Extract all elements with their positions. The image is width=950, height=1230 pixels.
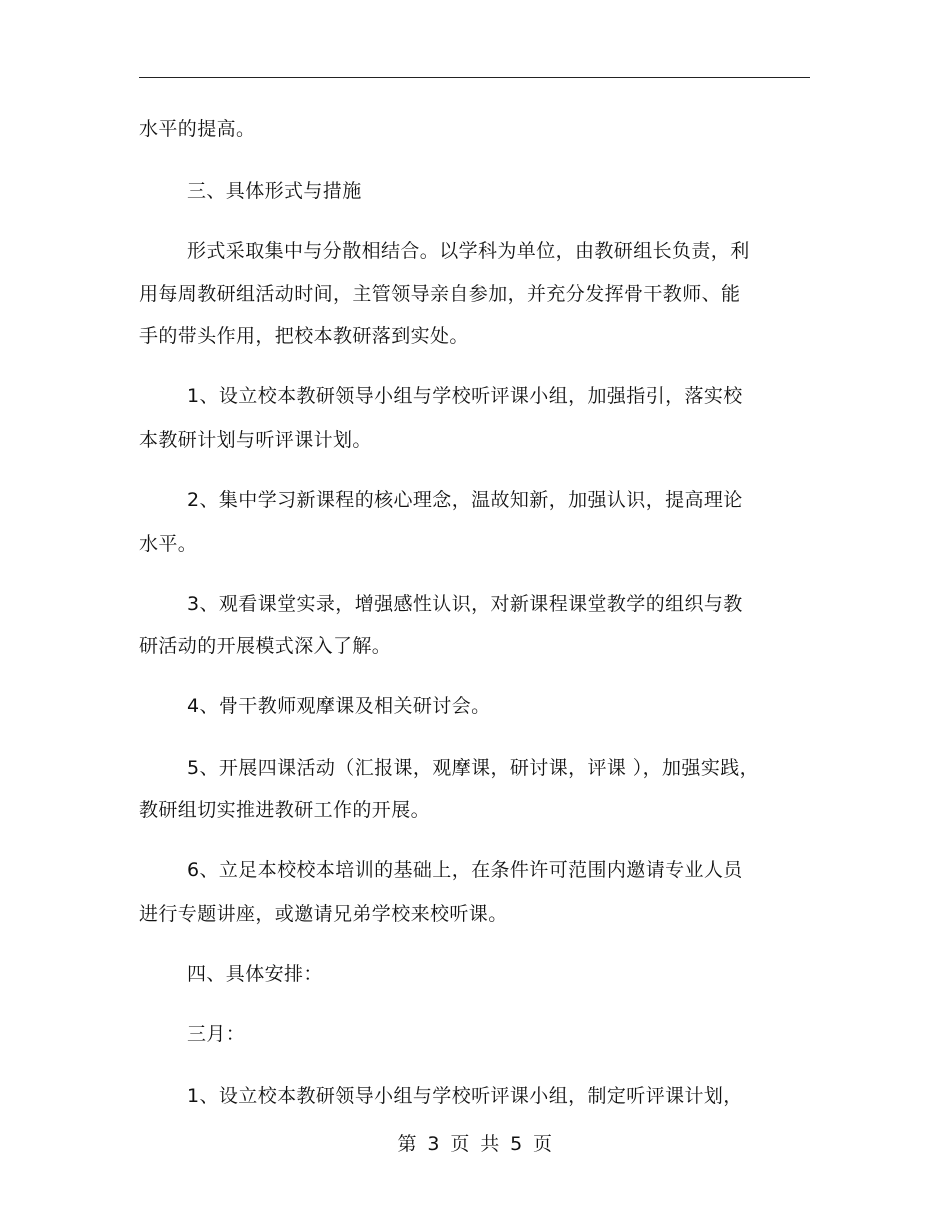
text-line: 6、立足本校校本培训的基础上，在条件许可范围内邀请专业人员	[187, 859, 743, 881]
text-line: 教研组切实推进教研工作的开展。	[139, 799, 431, 821]
text-line: 水平。	[139, 533, 198, 555]
text-line: 用每周教研组活动时间，主管领导亲自参加，并充分发挥骨干教师、能	[139, 283, 741, 305]
footer-total-word: 共	[480, 1133, 500, 1155]
section-heading: 三、具体形式与措施	[187, 180, 362, 202]
text-line: 1、设立校本教研领导小组与学校听评课小组，制定听评课计划，	[187, 1085, 743, 1107]
text-line: 手的带头作用，把校本教研落到实处。	[139, 325, 469, 347]
text-line: 水平的提高。	[139, 118, 256, 140]
current-page-number: 3	[427, 1133, 440, 1155]
sub-heading: 三月：	[187, 1023, 246, 1045]
section-heading: 四、具体安排：	[187, 963, 323, 985]
text-line: 形式采取集中与分散相结合。以学科为单位，由教研组长负责，利	[187, 240, 750, 262]
text-line: 2、集中学习新课程的核心理念，温故知新，加强认识，提高理论	[187, 489, 743, 511]
footer-prefix: 第	[397, 1133, 417, 1155]
text-line: 1、设立校本教研领导小组与学校听评课小组，加强指引，落实校	[187, 385, 743, 407]
text-line: 3、观看课堂实录，增强感性认识，对新课程课堂教学的组织与教	[187, 593, 743, 615]
text-line: 进行专题讲座，或邀请兄弟学校来校听课。	[139, 903, 508, 925]
text-line: 4、骨干教师观摩课及相关研讨会。	[187, 695, 491, 717]
text-line: 本教研计划与听评课计划。	[139, 429, 372, 451]
total-page-number: 5	[510, 1133, 523, 1155]
footer-suffix: 页	[533, 1133, 553, 1155]
footer-page-word: 页	[450, 1133, 470, 1155]
text-line: 研活动的开展模式深入了解。	[139, 635, 392, 657]
header-rule	[139, 77, 810, 78]
text-line: 5、开展四课活动（汇报课，观摩课，研讨课，评课 ），加强实践，	[187, 757, 760, 779]
page-number-footer	[0, 1132, 950, 1156]
